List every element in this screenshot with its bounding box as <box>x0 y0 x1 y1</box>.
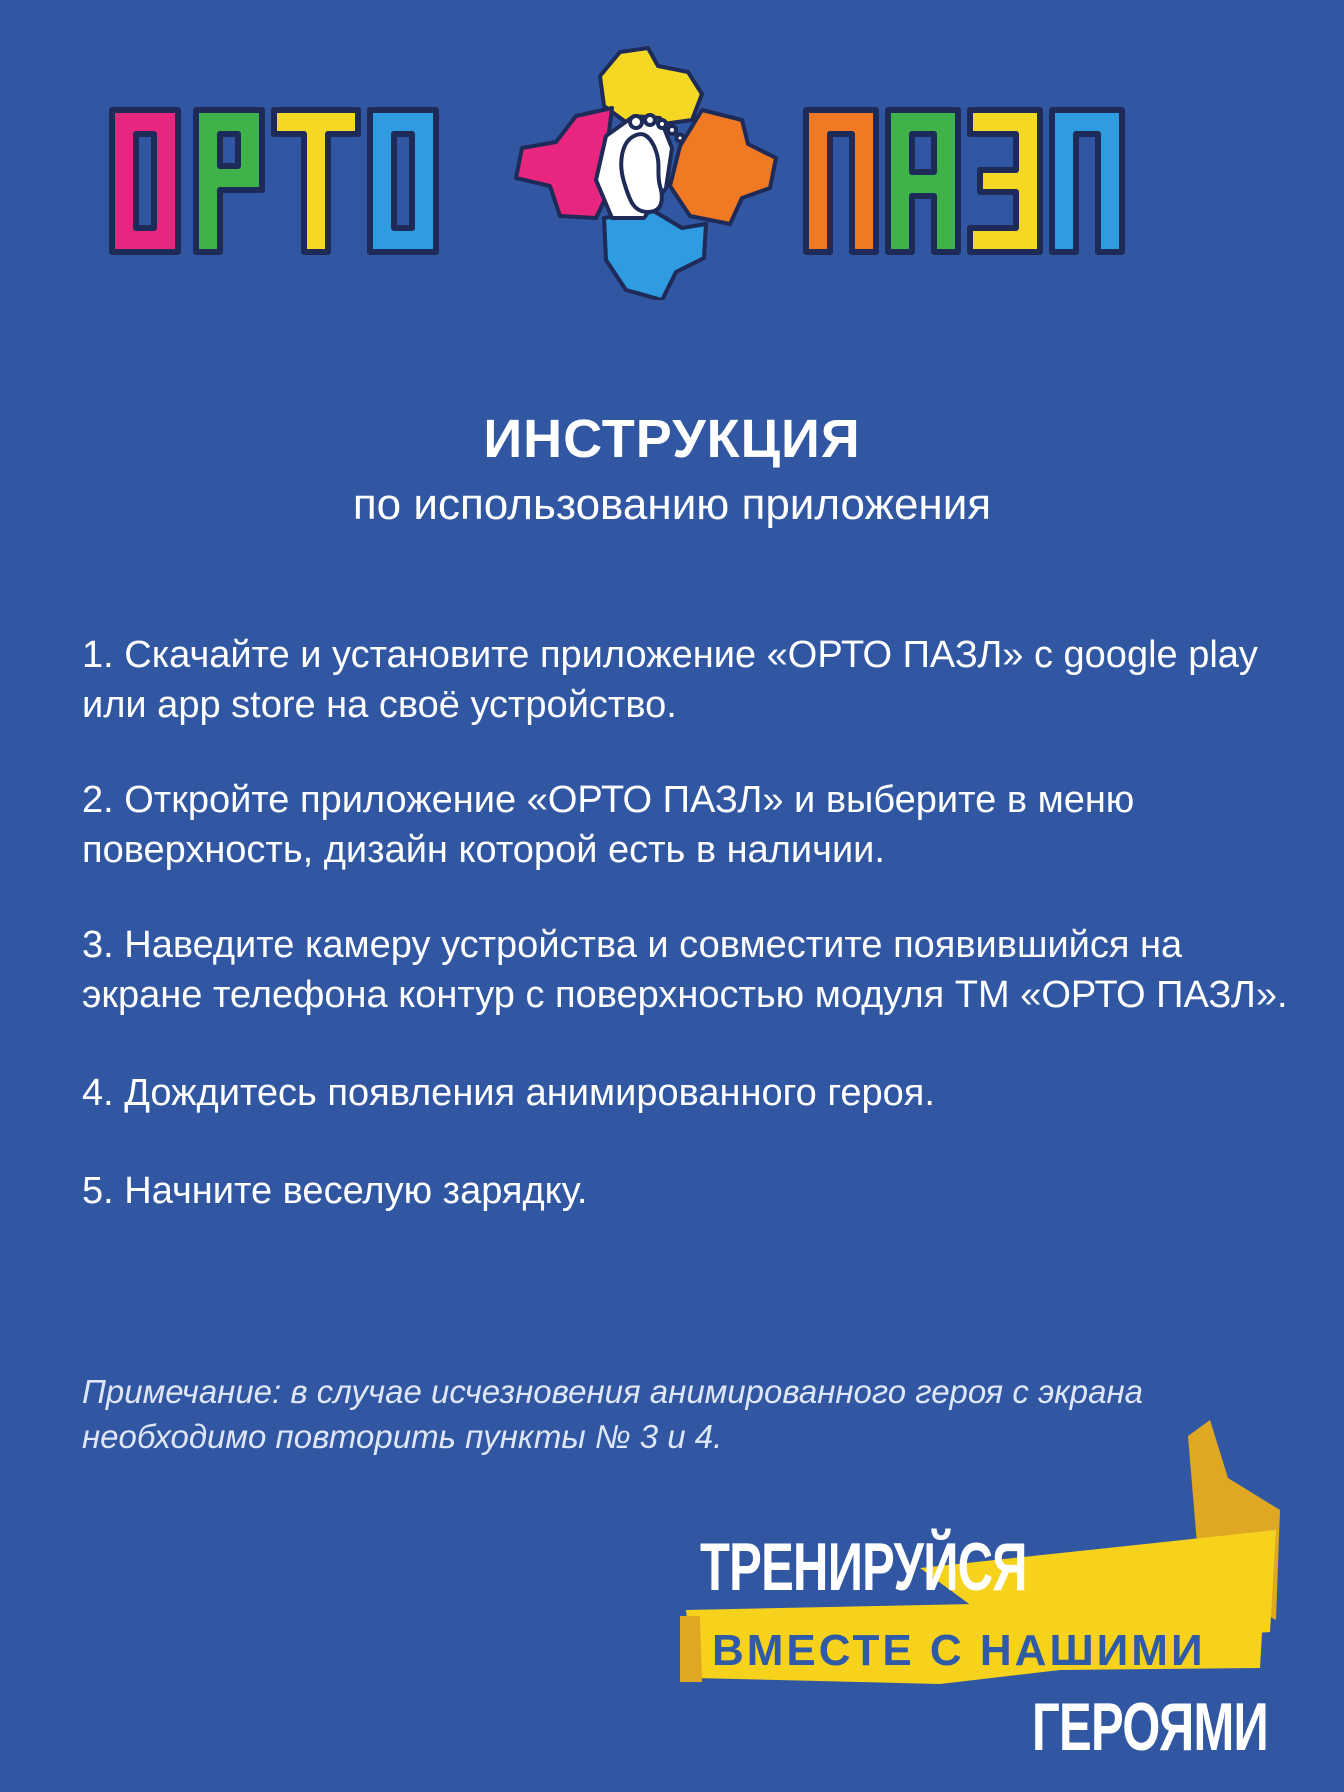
heading-block <box>0 408 1344 532</box>
step-1: 1. Скачайте и установите приложение «ОРТО ПАЗЛ» с google play или app store на своё устройство. <box>82 634 1258 726</box>
logo <box>0 40 1344 300</box>
step-3: 3. Наведите камеру устройства и совместите появившийся на экране телефона контур с поверхностью модуля ТМ «ОРТО ПАЗЛ». <box>82 924 1288 1016</box>
slogan-banner <box>640 1420 1344 1792</box>
steps-list <box>82 630 1312 1216</box>
logo-graphic <box>0 40 1344 300</box>
page-subtitle: по использованию приложения <box>352 480 992 529</box>
step-5: 5. Начните веселую зарядку. <box>82 1170 588 1212</box>
step-2: 2. Откройте приложение «ОРТО ПАЗЛ» и выберите в меню поверхность, дизайн которой есть в наличии. <box>82 779 1135 871</box>
banner-line-3: ГЕРОЯМИ <box>1032 1689 1268 1765</box>
banner-line-2: ВМЕСТЕ С НАШИМИ <box>712 1626 1206 1675</box>
page-title: ИНСТРУКЦИЯ <box>483 409 861 469</box>
banner-line-1: ТРЕНИРУЙСЯ <box>700 1529 1027 1605</box>
puzzle-foot-icon <box>516 48 776 300</box>
note: Примечание: в случае исчезновения анимированного героя с экрана необходимо повторить пункты № 3 и 4. <box>82 1373 1144 1455</box>
step-4: 4. Дождитесь появления анимированного героя. <box>82 1072 935 1114</box>
